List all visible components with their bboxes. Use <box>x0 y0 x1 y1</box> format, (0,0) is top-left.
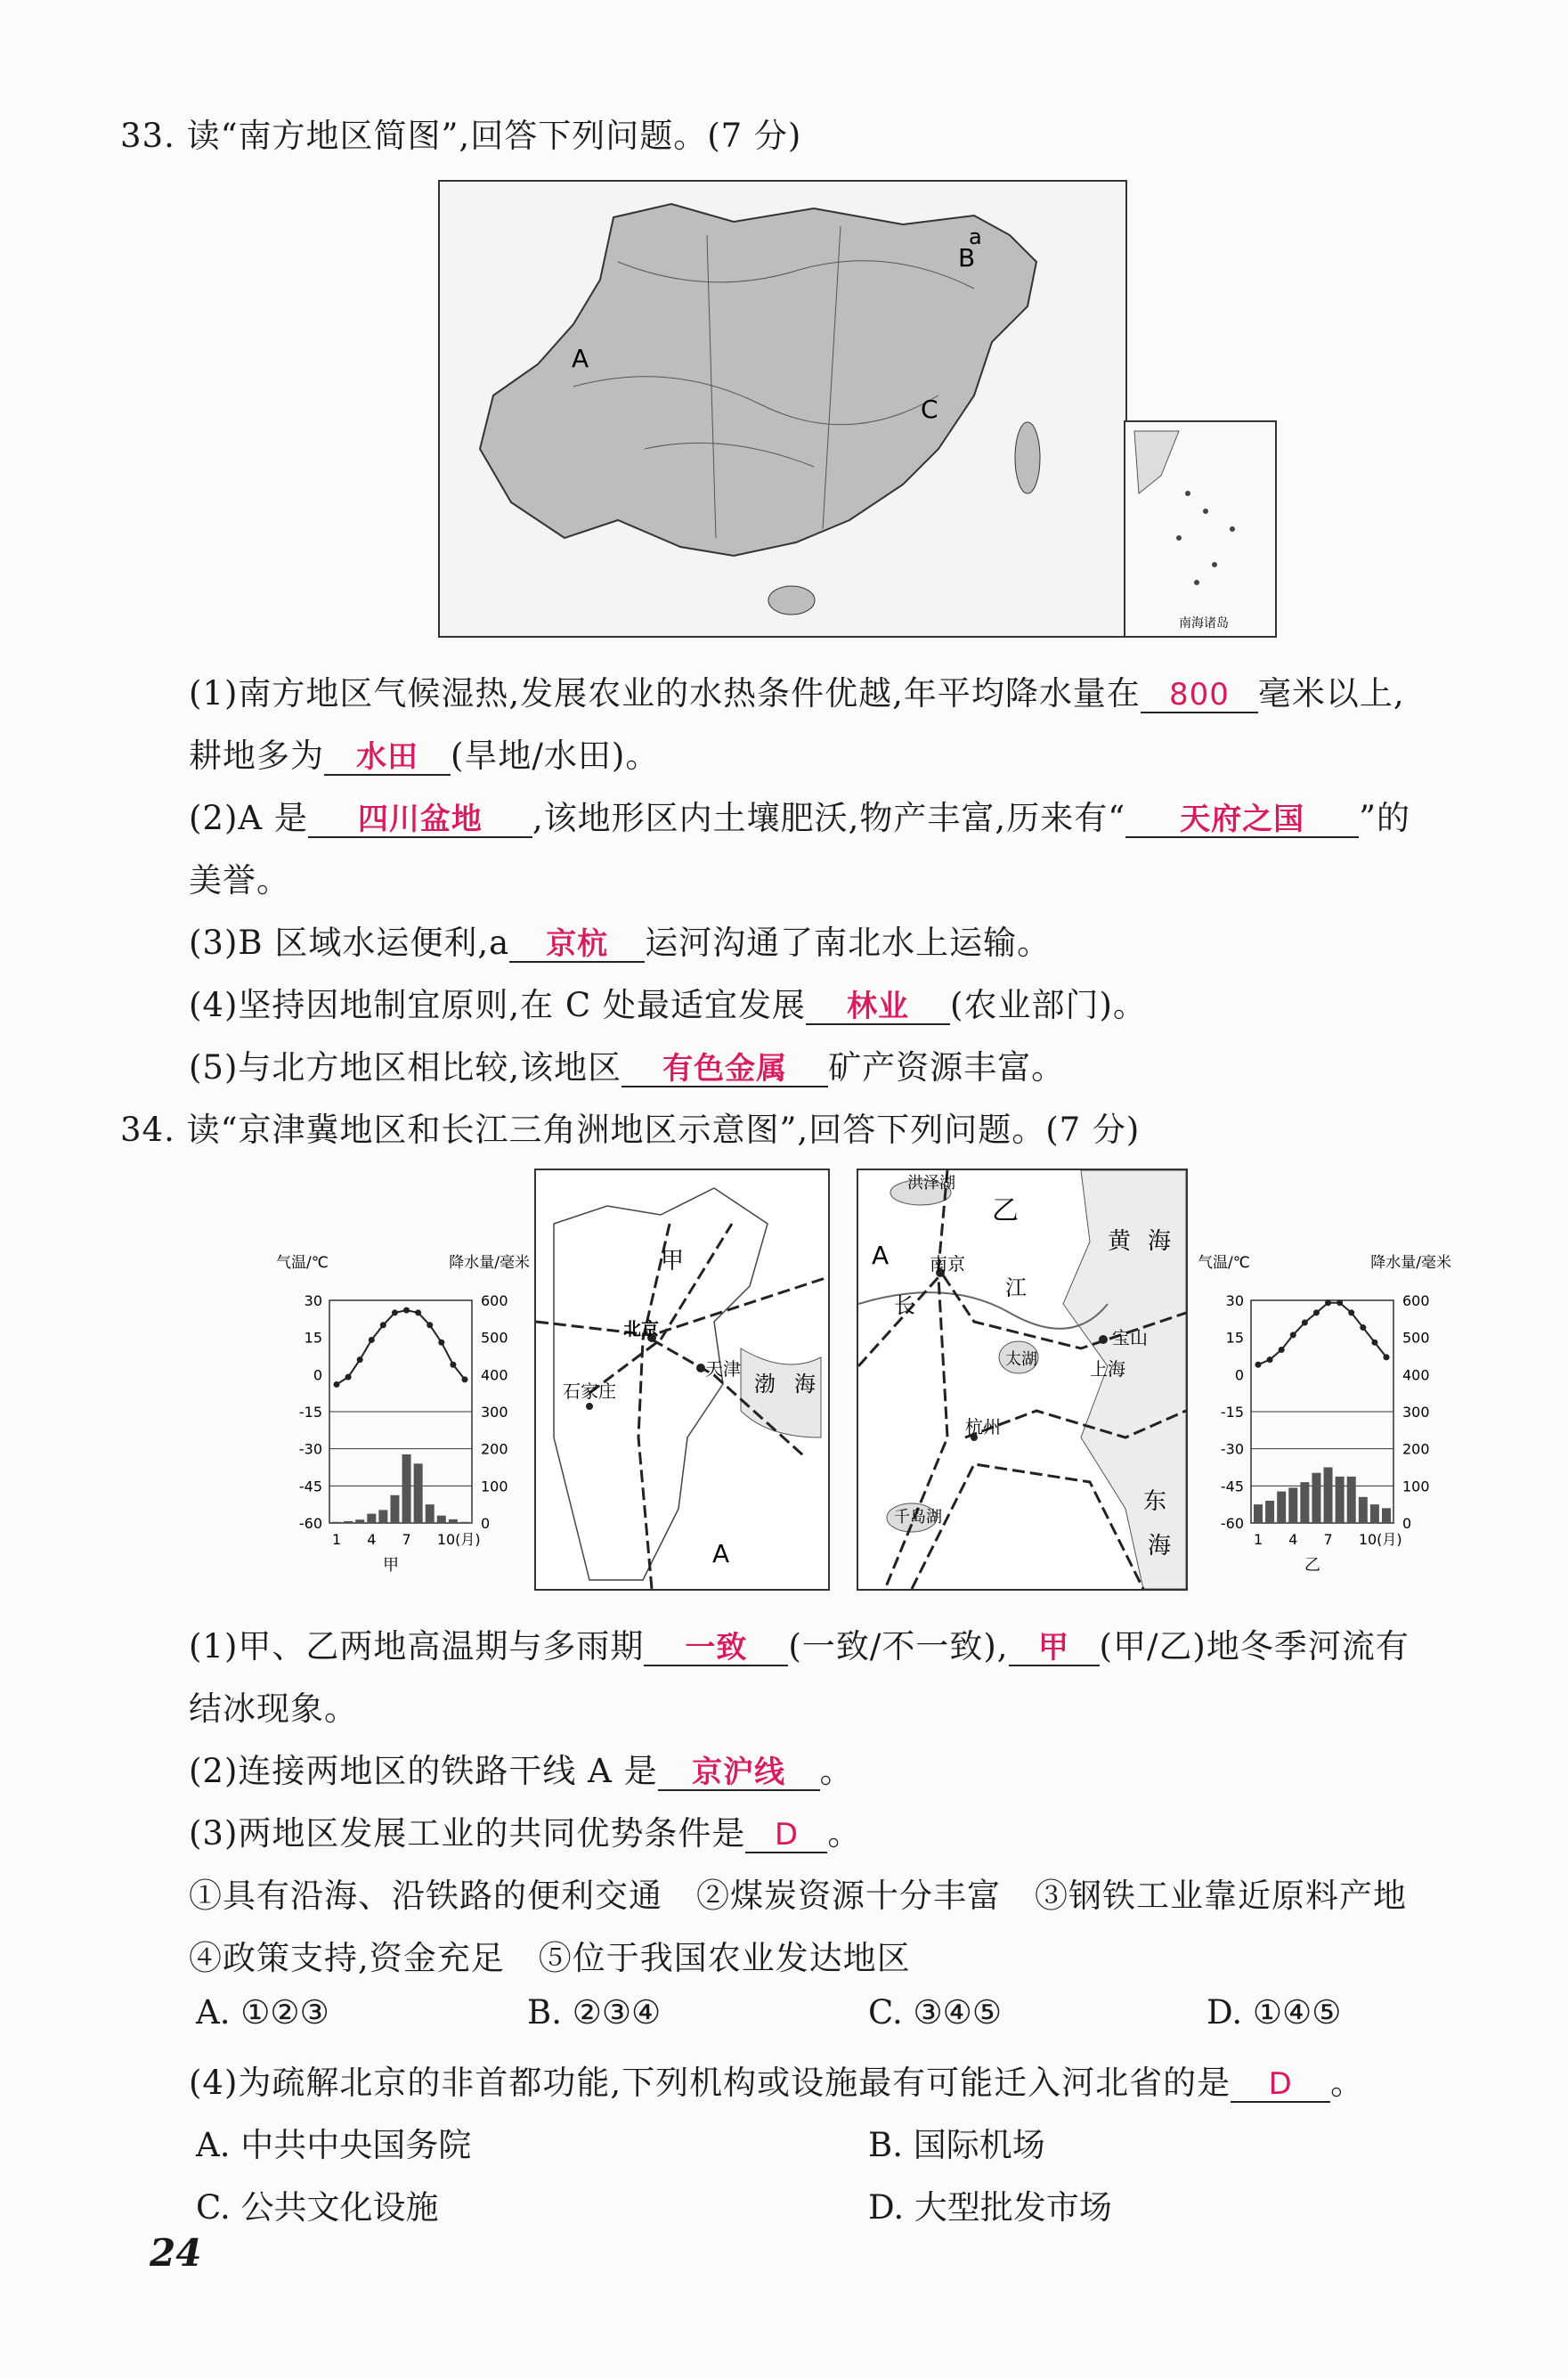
answer-34-1a[interactable]: 一致 <box>644 1633 788 1666</box>
jia-temp-tick: -60 <box>298 1515 322 1532</box>
jia-temp-point <box>380 1322 386 1328</box>
yi-precip-bar <box>1370 1504 1379 1523</box>
yi-precip-label: 降水量/毫米 <box>1370 1254 1451 1272</box>
yi-temp-point <box>1348 1309 1354 1315</box>
jia-precip-bar <box>367 1514 376 1523</box>
yi-temp-tick: 30 <box>1225 1292 1244 1309</box>
hangzhou-label: 杭州 <box>965 1416 1001 1437</box>
jia-temp-point <box>369 1337 375 1343</box>
dong-label: 东 <box>1143 1488 1167 1515</box>
jia-precip-tick: 300 <box>481 1404 508 1421</box>
yi-temp-point <box>1267 1356 1273 1363</box>
q33-p4: (4)坚持因地制宜原则,在 C 处最适宜发展 林业 (农业部门)。 <box>189 986 1147 1024</box>
q34-title: 34. 读“京津冀地区和长江三角洲地区示意图”,回答下列问题。(7 分) <box>120 1111 1141 1149</box>
qiandao-label: 千岛湖 <box>894 1508 942 1527</box>
yi-precip-bar <box>1277 1492 1286 1523</box>
hongze-label: 洪泽湖 <box>907 1174 955 1193</box>
q33-p2-line2: 美誉。 <box>189 861 290 900</box>
yi-precip-tick: 100 <box>1402 1478 1430 1495</box>
yi-precip-bar <box>1336 1477 1345 1523</box>
jia-temp-point <box>427 1322 433 1328</box>
baoshan-label: 宝山 <box>1112 1327 1148 1348</box>
yi-temp-point <box>1279 1347 1285 1353</box>
yi-precip-bar <box>1382 1508 1391 1523</box>
q34-p2: (2)连接两地区的铁路干线 A 是 京沪线 。 <box>189 1752 854 1790</box>
jia-precip-bar <box>414 1463 423 1523</box>
jia-precip-tick: 200 <box>481 1440 508 1458</box>
yi-temp-point <box>1371 1340 1377 1346</box>
answer-33-5[interactable]: 有色金属 <box>622 1054 828 1087</box>
q33-p1-line2: 耕地多为 水田 (旱地/水田)。 <box>189 737 660 775</box>
nanjing-label: 南京 <box>930 1253 965 1275</box>
q34-p3-items2: ④政策支持,资金充足 ⑤位于我国农业发达地区 <box>189 1939 911 1977</box>
jia-temp-tick: -15 <box>298 1404 322 1421</box>
jia-temp-point <box>415 1309 421 1315</box>
jia-temp-tick: -30 <box>298 1440 322 1458</box>
page-number: 24 <box>150 2231 202 2275</box>
yi-precip-tick: 400 <box>1402 1366 1430 1384</box>
yi-precip-bar <box>1324 1468 1333 1524</box>
bohai-label: 渤 <box>754 1372 776 1397</box>
jia-precip-label: 降水量/毫米 <box>449 1254 530 1272</box>
jia-precip-bar <box>449 1519 458 1523</box>
yi-precip-bar <box>1359 1497 1368 1523</box>
yi-temp-tick: -15 <box>1220 1404 1244 1421</box>
q34-4-option-a[interactable]: A. 中共中央国务院 <box>196 2126 472 2164</box>
yi-precip-bar <box>1300 1482 1309 1523</box>
climate-chart-yi <box>1189 1251 1465 1590</box>
climate-chart-jia <box>267 1251 543 1590</box>
yi-temp-point <box>1313 1309 1320 1315</box>
hai-label: 海 <box>1148 1228 1172 1255</box>
jia-month-tick: 7 <box>402 1531 411 1548</box>
shanghai-label: 上海 <box>1090 1358 1125 1380</box>
chang-label: 长 <box>894 1293 915 1318</box>
yi-precip-bar <box>1254 1504 1263 1523</box>
yi-precip-tick: 600 <box>1402 1292 1430 1309</box>
jia-precip-bar <box>402 1454 411 1523</box>
yi-temp-point <box>1384 1354 1390 1360</box>
bohai2-label: 海 <box>794 1372 816 1397</box>
answer-33-2a[interactable]: 四川盆地 <box>308 804 532 838</box>
yi-temp-point <box>1255 1362 1262 1368</box>
jia-month-tick: 1 <box>332 1531 342 1548</box>
jia-precip-bar <box>460 1522 469 1523</box>
label-small-a: a <box>969 224 982 249</box>
yi-temp-point <box>1360 1324 1366 1331</box>
jia-precip-bar <box>390 1495 399 1523</box>
answer-33-1b[interactable]: 水田 <box>324 742 451 776</box>
q33-p3: (3)B 区域水运便利,a 京杭 运河沟通了南北水上运输。 <box>189 924 1052 962</box>
jia-temp-point <box>345 1374 352 1380</box>
q34-p3: (3)两地区发展工业的共同优势条件是 D 。 <box>189 1814 862 1853</box>
yi-temp-point <box>1290 1332 1296 1338</box>
jia-temp-tick: 30 <box>304 1292 322 1309</box>
yi-temp-tick: -60 <box>1220 1515 1244 1532</box>
label-b: B <box>958 243 976 273</box>
yi-precip-bar <box>1288 1487 1297 1523</box>
q33-title: 33. 读“南方地区简图”,回答下列问题。(7 分) <box>120 117 802 155</box>
q33-p2-line1: (2)A 是 四川盆地 ,该地形区内土壤肥沃,物产丰富,历来有“ 天府之国 ”的 <box>189 799 1411 837</box>
q34-3-option-a[interactable]: A. ①②③ <box>196 1993 329 2032</box>
jia-precip-bar <box>344 1521 353 1523</box>
jia-temp-label: 气温/℃ <box>276 1254 329 1272</box>
line-a-label-left: A <box>712 1539 730 1568</box>
yi-precip-tick: 500 <box>1402 1329 1430 1347</box>
jia-station: 甲 <box>383 1556 399 1575</box>
q34-p3-items1: ①具有沿海、沿铁路的便利交通 ②煤炭资源十分丰富 ③钢铁工业靠近原料产地 <box>189 1877 1407 1915</box>
q34-4-option-d[interactable]: D. 大型批发市场 <box>868 2188 1112 2227</box>
answer-34-1b[interactable]: 甲 <box>1009 1633 1100 1666</box>
jia-month-tick: 10(月) <box>436 1531 481 1548</box>
south-sea-inset <box>1124 420 1277 638</box>
q34-3-option-c[interactable]: C. ③④⑤ <box>868 1993 1003 2032</box>
answer-34-4[interactable]: D <box>1231 2069 1330 2103</box>
jia-label: 甲 <box>661 1248 685 1275</box>
hai2-label: 海 <box>1148 1533 1172 1560</box>
q34-p1-line2: 结冰现象。 <box>189 1690 358 1728</box>
yi-temp-label: 气温/℃ <box>1198 1254 1250 1272</box>
jia-precip-bar <box>332 1522 341 1523</box>
south-china-map <box>438 180 1127 638</box>
yi-temp-tick: -45 <box>1220 1478 1244 1495</box>
q34-p4: (4)为疏解北京的非首都功能,下列机构或设施最有可能迁入河北省的是 D 。 <box>189 2064 1365 2102</box>
q33-p5: (5)与北方地区相比较,该地区 有色金属 矿产资源丰富。 <box>189 1048 1066 1087</box>
jia-precip-tick: 400 <box>481 1366 508 1384</box>
jia-temp-point <box>438 1340 444 1346</box>
answer-33-4[interactable]: 林业 <box>806 991 950 1025</box>
label-a: A <box>572 344 589 373</box>
q34-3-option-b[interactable]: B. ②③④ <box>527 1993 662 2032</box>
yi-month-tick: 1 <box>1254 1531 1263 1548</box>
jia-month-tick: 4 <box>367 1531 377 1548</box>
jia-temp-tick: 0 <box>313 1366 322 1384</box>
q34-4-option-c[interactable]: C. 公共文化设施 <box>196 2188 439 2227</box>
jia-temp-point <box>392 1309 398 1315</box>
jia-precip-tick: 100 <box>481 1478 508 1495</box>
q34-4-option-b[interactable]: B. 国际机场 <box>868 2126 1045 2164</box>
jia-precip-bar <box>355 1519 364 1523</box>
yi-temp-tick: 15 <box>1225 1329 1244 1347</box>
jia-precip-bar <box>426 1504 435 1523</box>
answer-33-2b[interactable]: 天府之国 <box>1125 804 1359 838</box>
yangtze-delta-map <box>857 1169 1188 1591</box>
q34-p1-line1: (1)甲、乙两地高温期与多雨期 一致 (一致/不一致), 甲 (甲/乙)地冬季河流有 <box>189 1627 1410 1665</box>
jia-precip-tick: 500 <box>481 1329 508 1347</box>
beijing-label: 北京 <box>623 1318 659 1340</box>
jia-precip-tick: 600 <box>481 1292 508 1309</box>
jia-temp-point <box>357 1356 363 1363</box>
inset-label: 南海诸岛 <box>1179 616 1229 631</box>
yi-month-tick: 4 <box>1288 1531 1298 1548</box>
huang-label: 黄 <box>1108 1228 1132 1255</box>
taihu-label: 太湖 <box>1005 1350 1037 1369</box>
yi-label: 乙 <box>992 1195 1019 1226</box>
yi-month-tick: 10(月) <box>1358 1531 1402 1548</box>
yi-temp-tick: 0 <box>1234 1366 1244 1384</box>
yi-temp-point <box>1325 1299 1331 1306</box>
yi-temp-point <box>1302 1320 1308 1326</box>
yi-precip-tick: 300 <box>1402 1404 1430 1421</box>
yi-precip-tick: 200 <box>1402 1440 1430 1458</box>
yi-temp-tick: -30 <box>1220 1440 1244 1458</box>
yi-station: 乙 <box>1304 1556 1320 1575</box>
jia-precip-bar <box>437 1516 446 1523</box>
answer-33-3[interactable]: 京杭 <box>509 929 645 963</box>
jia-temp-point <box>450 1362 456 1368</box>
label-c: C <box>921 395 938 424</box>
answer-34-3[interactable]: D <box>745 1820 827 1853</box>
shijiazhuang-label: 石家庄 <box>563 1380 616 1402</box>
jingjinji-map <box>534 1169 830 1591</box>
jiang-label: 江 <box>1005 1275 1027 1300</box>
answer-34-2[interactable]: 京沪线 <box>658 1757 820 1791</box>
jia-temp-point <box>462 1376 468 1382</box>
q34-3-option-d[interactable]: D. ①④⑤ <box>1206 1993 1342 2032</box>
yi-precip-bar <box>1312 1473 1320 1523</box>
yi-precip-bar <box>1347 1477 1356 1523</box>
jia-precip-tick: 0 <box>481 1515 491 1532</box>
jia-temp-tick: 15 <box>304 1329 322 1347</box>
q33-p1-line1: (1)南方地区气候湿热,发展农业的水热条件优越,年平均降水量在 800 毫米以上, <box>189 674 1405 713</box>
jia-temp-tick: -45 <box>298 1478 322 1495</box>
jia-temp-point <box>403 1307 410 1314</box>
yi-precip-tick: 0 <box>1402 1515 1412 1532</box>
jia-temp-point <box>334 1381 340 1388</box>
tianjin-label: 天津 <box>705 1358 741 1380</box>
yi-month-tick: 7 <box>1323 1531 1333 1548</box>
yi-temp-point <box>1336 1299 1343 1306</box>
line-a-label-right: A <box>872 1241 890 1270</box>
jia-precip-bar <box>378 1510 387 1523</box>
yi-precip-bar <box>1265 1501 1274 1523</box>
answer-33-1a[interactable]: 800 <box>1141 680 1258 713</box>
